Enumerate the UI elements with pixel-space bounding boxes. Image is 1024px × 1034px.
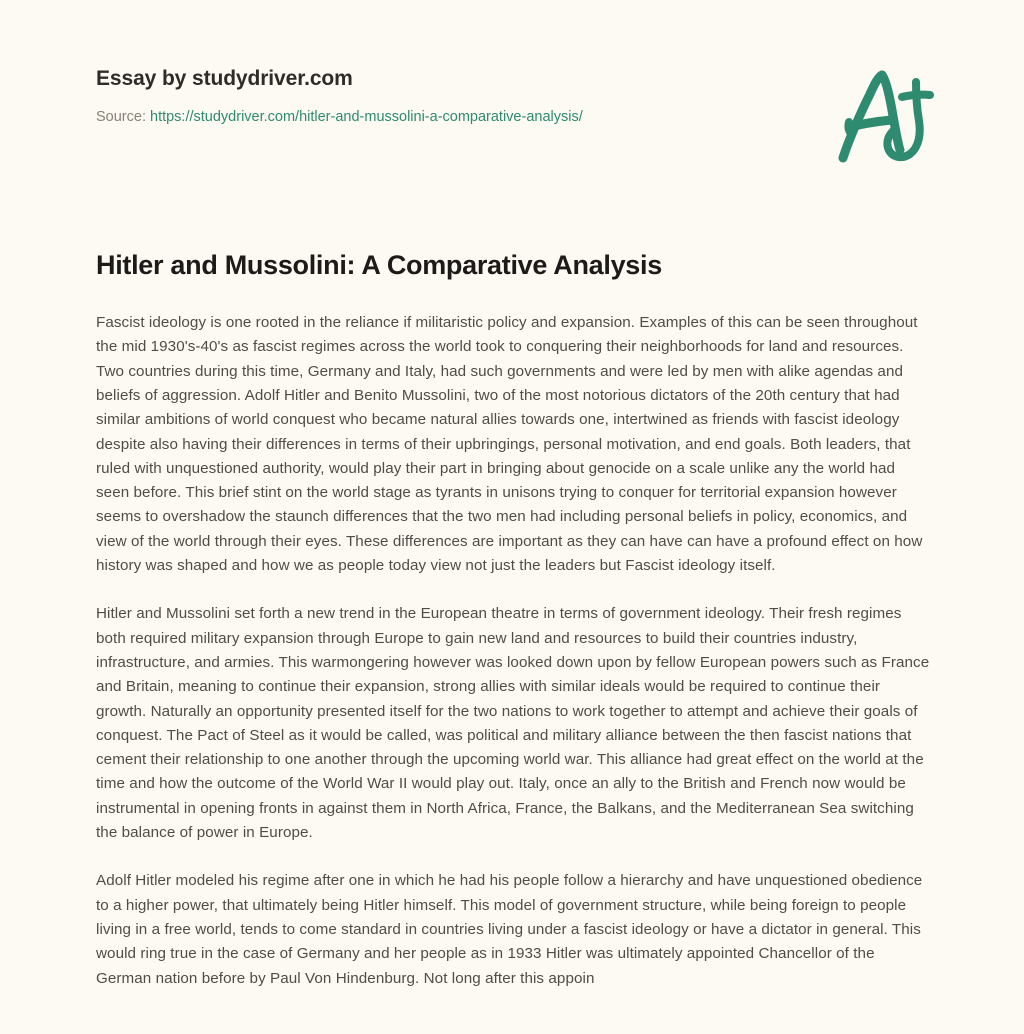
- article: [96, 248, 930, 991]
- paragraph: Hitler and Mussolini set forth a new trend in the European theatre in terms of government ideology. Their fresh regimes both required military expansion through Europe to gain new land and resources to build their countries industry, infrastructure, and armies. This warmongering however was looked down upon by fellow European powers such as France and Britain, meaning to continue their expansion, strong allies with similar ideals would be required to continue their growth. Naturally an opportunity presented itself for the two nations to work together to attempt and achieve their goals of conquest. The Pact of Steel as it would be called, was political and military alliance between the then fascist nations that cement their relationship to one another through the upcoming world war. This alliance had great effect on the world at the time and how the outcome of the World War II would play out. Italy, once an ally to the British and French now would be instrumental in opening fronts in against them in North Africa, France, the Balkans, and the Mediterranean Sea switching the balance of power in Europe.: [96, 605, 930, 842]
- page-header: [0, 0, 1024, 190]
- brand-title: Essay by studydriver.com: [96, 67, 353, 90]
- paragraph: Adolf Hitler modeled his regime after one in which he had his people follow a hierarchy and have unquestioned obedience to a higher power, that ultimately being Hitler himself. This model of government structure, while being foreign to people living in a free world, tends to come standard in countries living under a fascist ideology or have a dictator in general. This would ring true in the case of Germany and her people as in 1933 Hitler was ultimately appointed Chancellor of the German nation before by Paul Von Hindenburg. Not long after this appoin: [96, 872, 923, 987]
- paragraph: Fascist ideology is one rooted in the reliance if militaristic policy and expansion. Examples of this can be seen throughout the mid 1930's-40's as fascist regimes across the world took to conquering their neighborhoods for land and resources. Two countries during this time, Germany and Italy, had such governments and were led by men with alike agendas and beliefs of aggression. Adolf Hitler and Benito Mussolini, two of the most notorious dictators of the 20th century that had similar ambitions of world conquest who became natural allies towards one, intertwined as friends with fascist ideology despite also having their differences in terms of their upbringings, personal motivation, and end goals. Both leaders, that ruled with unquestioned authority, would play their part in bringing about genocide on a scale unlike any the world had seen before. This brief stint on the world stage as tyrants in unisons trying to conquer for territorial expansion however seems to overshadow the staunch differences that the two men had including personal beliefs in policy, economics, and view of the world through their eyes. These differences are important as they can have can have a profound effect on how history was shaped and how we as people today view not just the leaders but Fascist ideology itself.: [96, 314, 923, 575]
- a-plus-logo-svg: [830, 64, 940, 168]
- article-body: [96, 311, 930, 991]
- source-label: Source:: [96, 109, 150, 126]
- source-line: [96, 108, 796, 128]
- a-plus-logo-icon: [830, 64, 940, 168]
- source-url-link[interactable]: https://studydriver.com/hitler-and-mussolini-a-comparative-analysis/: [150, 109, 583, 126]
- brand-block: [96, 66, 796, 128]
- page-title: Hitler and Mussolini: A Comparative Analysis: [96, 250, 662, 280]
